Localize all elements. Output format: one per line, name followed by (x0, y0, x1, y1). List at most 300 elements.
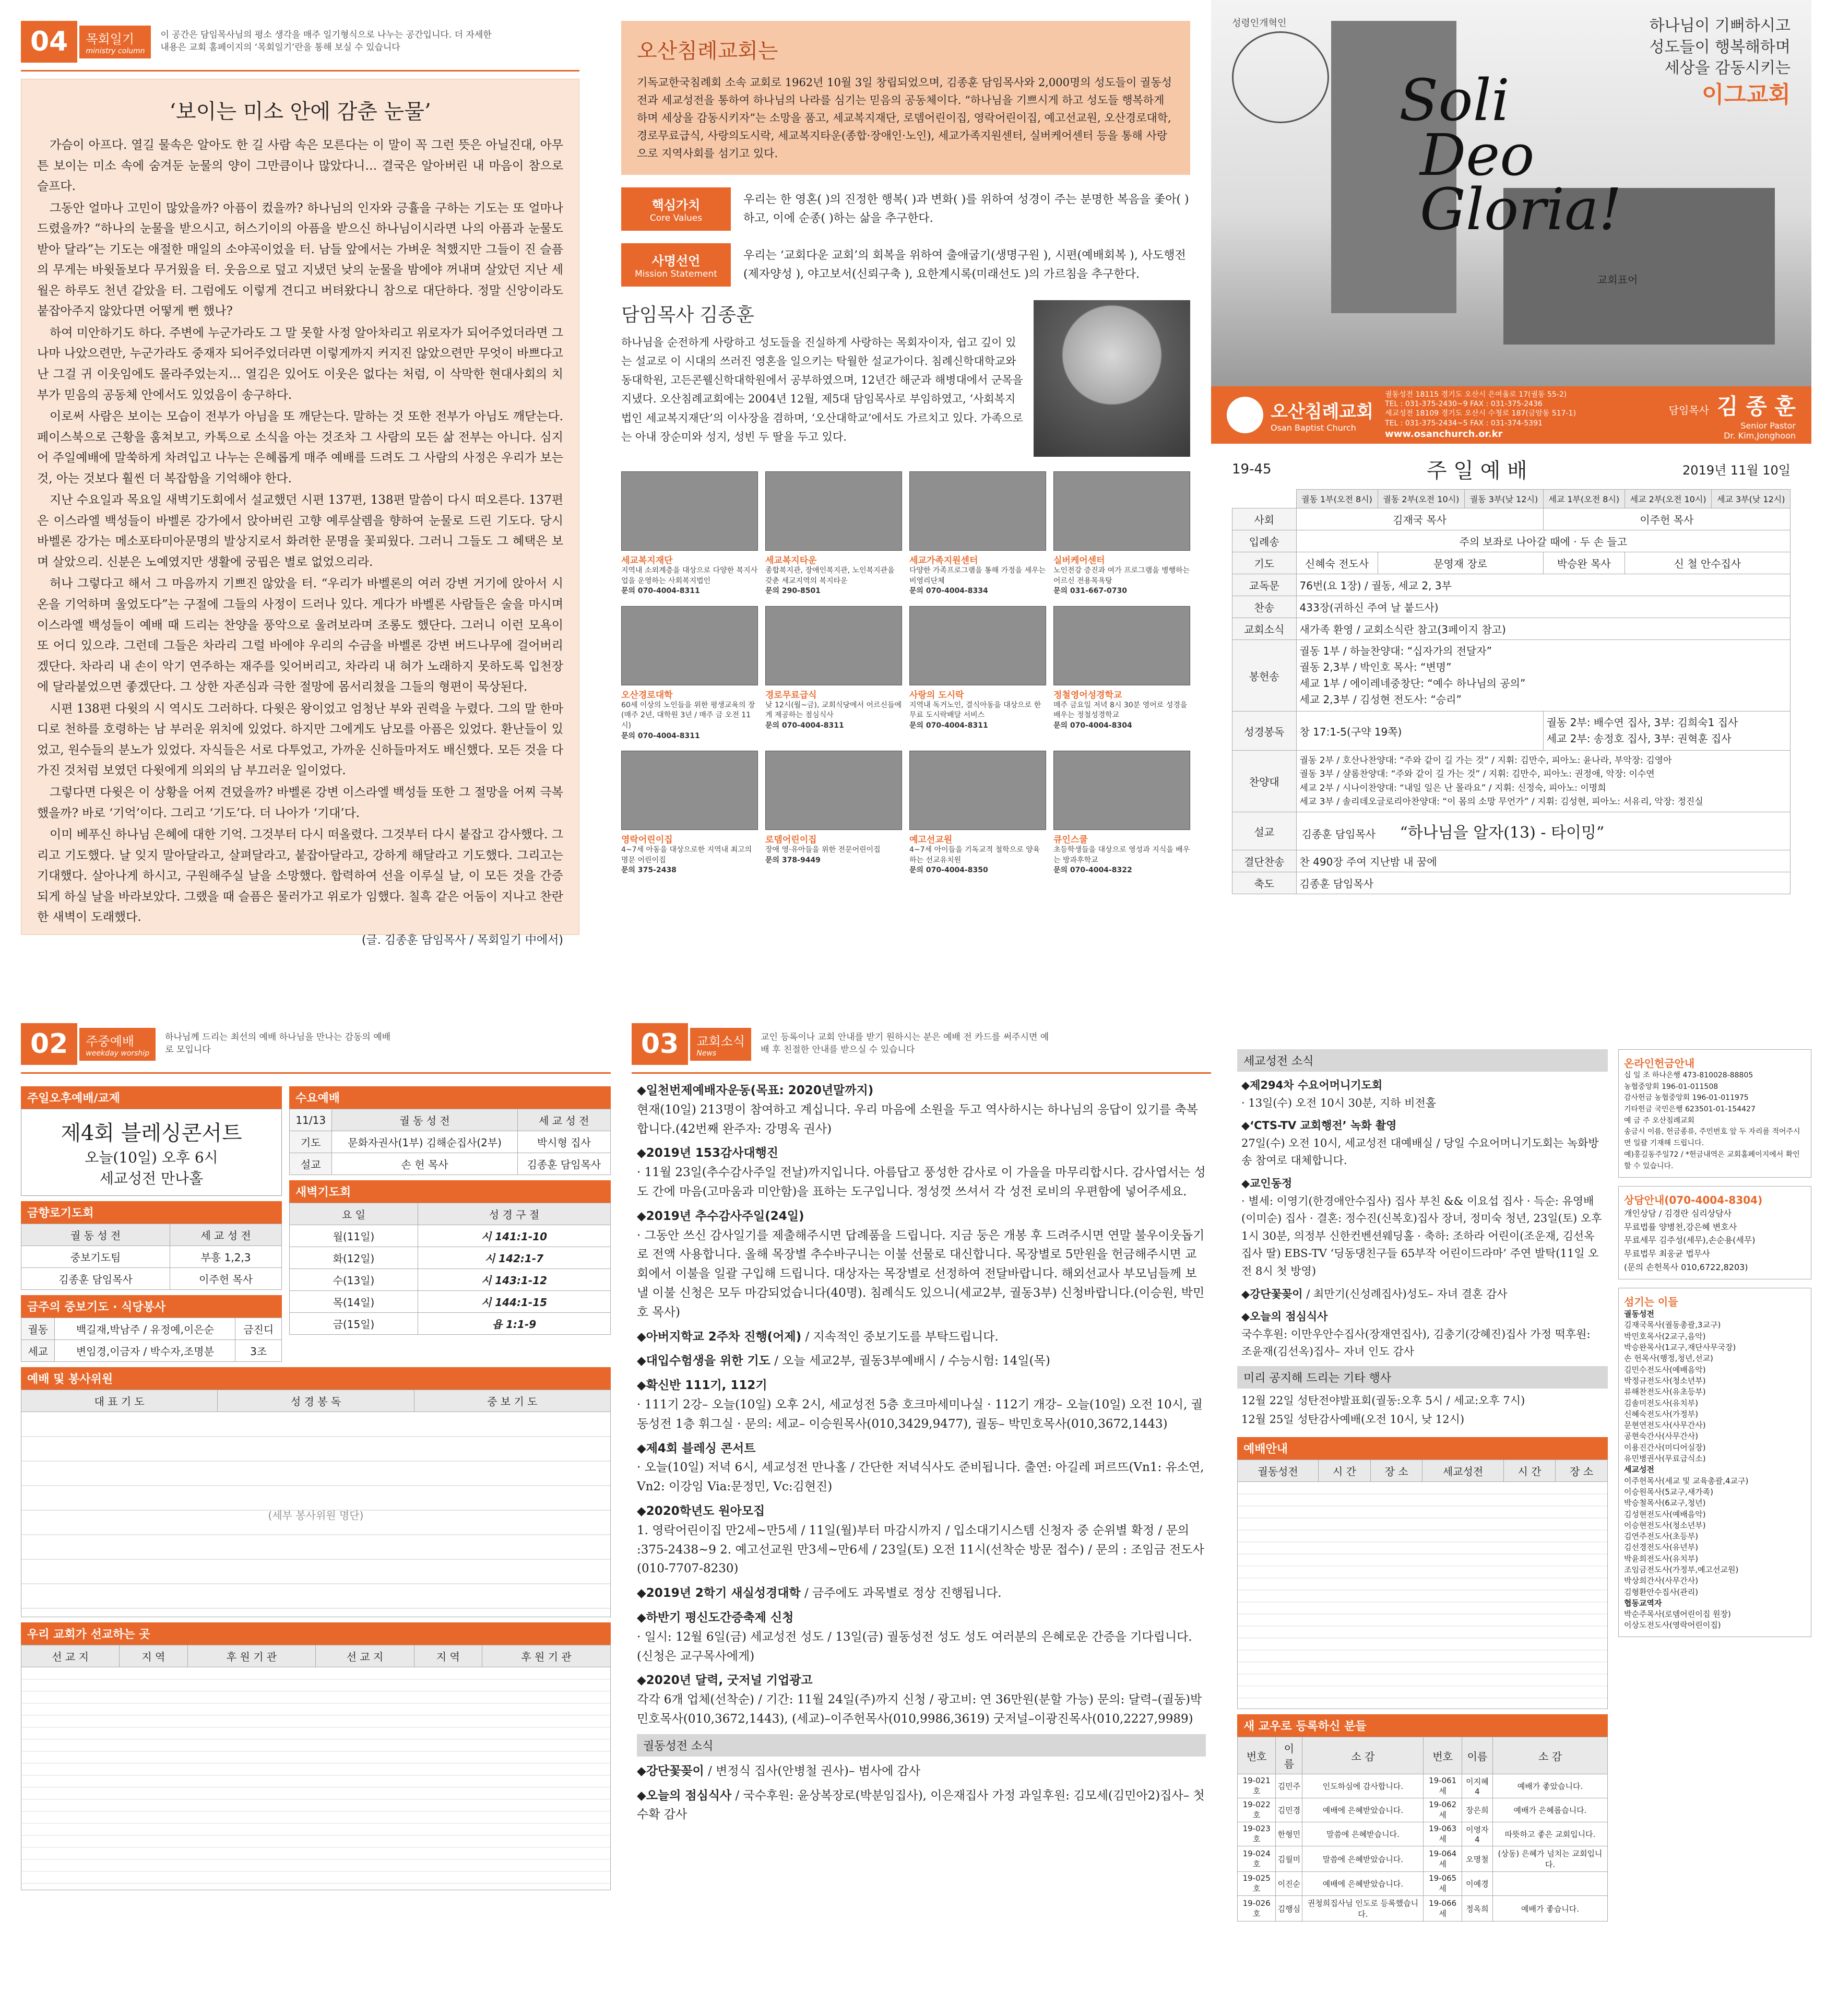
section-description: 교인 등록이나 교회 안내를 받기 원하시는 분은 예배 전 카드를 써주시면 예배 후 친절한 안내를 받으실 수 있습니다 (761, 1032, 1049, 1055)
staff-line: 김형환안수집사(관리) (1624, 1587, 1699, 1597)
news-item (637, 1207, 1206, 1322)
cell: 창 17:1-5(구약 19쪽) (1296, 711, 1543, 751)
col-head: 장 소 (1556, 1460, 1608, 1482)
col-head: 소 감 (1302, 1737, 1424, 1774)
info-line: 십 일 조 하나은행 473-810028-88805 (1624, 1071, 1753, 1080)
ministry-tel: 문의 070-4004-8311 (765, 721, 844, 730)
table-row (1232, 596, 1791, 618)
cell: 궐동 (21, 1318, 55, 1340)
paragraph: 이로써 사람은 보이는 모습이 전부가 아님을 또 깨닫는다. 말하는 것 또한 전부가 아님도 깨닫는다. 페이스북으로 근황을 훔쳐보고, 카톡으로 소식을 아는 것조차 그 사람의 모든 삶 전부는 아니다. 심지어 주일예배에 말쑥하게 차려입고 나누는 은혜롭게 매주 예배를 드려도 그 사람의 사정은 우리가 보는 것, 아는 것보다 훨씬 더 복잡함을 기억해야 한다. (37, 410, 563, 485)
ministry-desc: 다양한 가족프로그램을 통해 가정을 세우는 비영리단체 (909, 566, 1046, 585)
divider (21, 70, 579, 72)
section-label-en: ministry column (86, 46, 145, 55)
news-item (1241, 1077, 1604, 1112)
table-row (1232, 711, 1791, 751)
table-row (290, 1225, 611, 1247)
cell: 권청희집사님 인도로 등록했습니다. (1302, 1896, 1424, 1922)
ministry-tel: 문의 070-4004-8322 (1053, 866, 1132, 875)
cell-line: 세교 2부: 송정호 집사, 3부: 권혁훈 집사 (1546, 732, 1732, 745)
cell: 한형민 (1276, 1822, 1302, 1846)
slogan-brand: 이그교회 (1701, 81, 1791, 108)
cell: 이영자4 (1462, 1822, 1492, 1846)
cell-line: 궐동 3부 / 샬롬찬양대: “주와 같이 길 가는 것” / 지휘: 김만수, 피아노: 권정애, 악장: 이수연 (1299, 769, 1655, 780)
news-text: / 변정식 집사(안병철 권사)– 범사에 감사 (708, 1764, 921, 1778)
cell: 76번(요 1장) / 궐동, 세교 2, 3부 (1296, 574, 1791, 596)
intro-text: 기독교한국침례회 소속 교회로 1962년 10월 3일 창립되었으며, 김종훈 담임목사와 2,000명의 성도들이 궐동성전과 세교성전을 통하여 하나님의 나라를 심기는 믿음의 공동체이다. “하나님을 기쁘시게 하고 성도들 행복하게 하며 세상을 감동시키자”는 소망을 품고, 세교복지재단, 로뎀어린이집, 영락어린이집, 예고선교원, 오산경로대학, 경로무료급식, 사랑의도시락, 세교복지타운(종합·장애인·노인), 세교가족지원센터, 실버케어센터 등을 통해 사랑으로 지역사회를 섬기고 있다. (637, 76, 1172, 160)
mission-fields-title: 우리 교회가 선교하는 곳 (21, 1622, 611, 1645)
info-line: 예)홍길동주일72 / *헌금내역은 교회홈페이지에서 확인할 수 있습니다. (1624, 1150, 1800, 1170)
gwol-news-title: 궐동성전 소식 (637, 1734, 1206, 1757)
ministry-card (1053, 751, 1190, 876)
table-row (1232, 640, 1791, 711)
cell: 3조 (235, 1340, 282, 1362)
side-info-panel (1618, 1049, 1811, 2005)
concert-place: 세교성전 만나홀 (99, 1170, 204, 1187)
section-label-box (79, 1028, 156, 1061)
weekday-worship-panel (21, 1023, 611, 2005)
section-label-box (690, 1028, 751, 1061)
col-head: 이름 (1462, 1737, 1492, 1774)
website-link[interactable]: www.osanchurch.or.kr (1385, 428, 1503, 440)
ministry-name: 영락어린이집 (621, 835, 673, 846)
cell: 따뜻하고 좋은 교회입니다. (1492, 1822, 1607, 1846)
table-row (1232, 850, 1791, 872)
ministry-photo (1053, 606, 1190, 685)
cell: 시 141:1-10 (418, 1225, 610, 1247)
table-row (21, 1318, 282, 1340)
ministry-card (1053, 471, 1190, 597)
friday-title: 금향로기도회 (21, 1201, 282, 1224)
news-title: ◆제294차 수요어머니기도회 (1241, 1079, 1383, 1092)
staff-line: 박윤희전도사(유치부) (1624, 1553, 1699, 1563)
cell: 김종훈 담임목사 (517, 1153, 610, 1175)
mission-label (621, 243, 731, 287)
ministry-tel: 문의 031-667-0730 (1053, 587, 1127, 596)
ministry-name: 경로무료급식 (765, 690, 817, 701)
info-line: 예 금 주 오산침례교회 (1624, 1116, 1695, 1125)
news-title: ◆아버지학교 2주차 진행(어제) (637, 1330, 802, 1344)
col-head: 장 소 (1370, 1460, 1422, 1482)
news-text: · 일시: 12월 6일(금) 세교성전 성도 / 13일(금) 궐동성전 성도 성도 여러분의 은혜로운 간증을 기다립니다.(신청은 교구목사에게) (637, 1630, 1192, 1663)
staff-line: 협동교역자 (1624, 1598, 1662, 1608)
cell: 김행심 (1276, 1896, 1302, 1922)
ministry-tel: 문의 070-4004-8304 (1053, 721, 1132, 730)
ministry-card (909, 471, 1046, 597)
cell: 19-021호 (1238, 1774, 1276, 1798)
core-values-row (621, 187, 1190, 231)
cell (1492, 1872, 1607, 1896)
table-row (290, 1247, 611, 1269)
news-text: · 그동안 쓰신 감사일기를 제출해주시면 답례품을 드립니다. 지금 둥은 개봉 후 드려주시면 연말 불우이웃돕기로 전액 사용합니다. 올해 목장별 추수바구니는 이불 선물로 대신합니다. 목장별로 5만원을 헌금해주시면 교회에서 이불을 일괄 구입해 드립니다. 대상자는 목장별로 선정하여 전달바랍니다. 해외선교사 부모님들께 보낼 이불 신청은 모두 마감되었습니다(40명). 침례식도 있으니(세교2부, 궐동3부) 신청바랍니다.(이승원, 박민호 목사) (637, 1228, 1205, 1319)
pastor-name-en-1: Senior Pastor (1740, 421, 1796, 431)
ministry-name: 예고선교원 (909, 835, 953, 846)
concert-title: 제4회 블레싱콘서트 (61, 1121, 242, 1145)
core-values-title-en: Core Values (649, 213, 703, 224)
news-list (632, 1081, 1211, 1824)
col-head: 이름 (1276, 1737, 1302, 1774)
section-number: 04 (21, 21, 77, 63)
cell (1296, 812, 1791, 850)
table-row (1238, 1774, 1608, 1798)
counsel-title: 상담안내(070-4004-8304) (1624, 1194, 1763, 1207)
staff-line: 궐동성전 (1624, 1309, 1654, 1319)
cell: 박승완 목사 (1543, 552, 1625, 574)
table-row (21, 1412, 611, 1617)
ministry-photo (621, 606, 758, 685)
paragraph: 그렇다면 다윗은 이 상황을 어찌 견뎠을까? 바벨론 강변 이스라엘 백성들 또한 그 절망을 어찌 극복했을까? 바로 ‘기억’이다. 그리고 ‘기도’다. 더 나아가 ‘기대’다. (37, 785, 563, 820)
info-line: 무료법무 최웅균 법무사 (1624, 1248, 1710, 1259)
table-row (1232, 552, 1791, 574)
mission-title-en: Mission Statement (635, 269, 717, 280)
row-label: 봉헌송 (1232, 640, 1297, 711)
address-2: 세교성전 18109 경기도 오산시 수청로 187(금암동 517-1) (1385, 409, 1576, 418)
news-title: ◆오늘의 점심식사 (637, 1788, 732, 1802)
intro-heading: 오산침례교회는 (637, 39, 778, 63)
news-title: ◆2020년 달력, 굿저널 기업광고 (637, 1674, 813, 1688)
motto-line: Deo (1420, 121, 1535, 188)
col-head: 궐 동 성 전 (21, 1224, 170, 1246)
ministry-desc: 4~7세 아동을 대상으로한 지역내 최고의 명문 어린이집 (621, 846, 752, 864)
cell-line: 궐동 1부 / 하늘찬양대: “십자가의 전달자” (1299, 645, 1492, 657)
cell: 19-062세 (1424, 1798, 1462, 1822)
weekly-prayer-table (21, 1318, 282, 1362)
online-giving-box (1618, 1049, 1811, 1178)
row-label: 기도 (1232, 552, 1297, 574)
info-line: 감사헌금 농협중앙회 196-01-011975 (1624, 1094, 1749, 1102)
row-label: 성경봉독 (1232, 711, 1297, 751)
col-head: 세 교 성 전 (517, 1109, 610, 1131)
table-row (1238, 1798, 1608, 1822)
table-row (1238, 1846, 1608, 1872)
worship-title: 주 일 예 배 (1426, 459, 1527, 483)
cell: 정옥희 (1462, 1896, 1492, 1922)
staff-line: 박민호목사(2교구,음악) (1624, 1331, 1706, 1341)
section-label-box (79, 26, 151, 58)
news-item (637, 1439, 1206, 1497)
ministry-photo (909, 606, 1046, 685)
ministry-photo (909, 751, 1046, 830)
ministry-desc: 종합복지관, 장애인복지관, 노인복지관을 갖춘 세교지역의 복지타운 (765, 566, 895, 585)
info-line: 무료세무 김주성(세무),손순용(세무) (1624, 1235, 1756, 1246)
col-head: 성 경 구 절 (418, 1203, 610, 1225)
cell: 오명철 (1462, 1846, 1492, 1872)
new-members-title: 새 교우로 등록하신 분들 (1237, 1714, 1608, 1737)
table-row (21, 1340, 282, 1362)
new-members-table (1237, 1737, 1608, 1922)
row-label: 사회 (1232, 508, 1297, 530)
service-volunteers-title: 예배 및 봉사위원 (21, 1367, 611, 1390)
ministry-photo (621, 471, 758, 551)
col-head: 궐동 2부(오전 10시) (1378, 490, 1465, 508)
pastor-label: 담임목사 (1668, 404, 1709, 417)
cell: 부흥 1,2,3 (170, 1246, 282, 1268)
staff-lines (1624, 1309, 1806, 1631)
info-line: 무료법률 양병천,강은혜 변호사 (1624, 1222, 1737, 1232)
row-label: 찬송 (1232, 596, 1297, 618)
online-giving-lines (1624, 1070, 1806, 1172)
church-intro-panel (621, 21, 1190, 981)
cell-line: 궐동 2부: 배수연 집사, 3부: 김희숙1 집사 (1546, 716, 1738, 729)
staff-line: 박정규전도사(청소년부) (1624, 1375, 1706, 1385)
ministry-tel: 문의 070-4004-8350 (909, 866, 988, 875)
col-head: 세 교 성 전 (170, 1224, 282, 1246)
cell: 시 143:1-12 (418, 1269, 610, 1291)
cell: 문영재 장로 (1378, 552, 1543, 574)
paragraph: 가슴이 아프다. 열길 물속은 알아도 한 길 사람 속은 모른다는 이 말이 꼭 그런 뜻은 아닐진대, 아무튼 보이는 미소 속에 숨겨둔 눈물의 양이 그만큼이나 많았다니… 결국은 알아버린 내 마음이 참으로 슬프다. (37, 138, 563, 194)
church-logo-icon (1227, 397, 1263, 433)
ministry-name: 로뎀어린이집 (765, 835, 817, 846)
cell: 김민주 (1276, 1774, 1302, 1798)
worship-order-table (1232, 489, 1791, 894)
mission-title: 사명선언 (651, 254, 701, 269)
news-item (637, 1327, 1206, 1347)
news-text: · 111기 2강– 오늘(10일) 오후 2시, 세교성전 5층 호크마세미나실 · 112기 개강– 오늘(10일) 오전 10시, 궐동성전 1층 휘그실 · 문의: 세교– 이승원목사(010,3429,9477), 궐동– 박민호목사(010,3672,1443) (637, 1397, 1203, 1431)
cover-image (1211, 0, 1811, 386)
section-number: 02 (21, 1023, 77, 1065)
info-line: 송금시 이름, 헌금종류, 주민번호 앞 두 자리를 적어주시면 일괄 기재해 드립니다. (1624, 1128, 1800, 1148)
ministry-card (1053, 606, 1190, 741)
preacher: 김종훈 담임목사 (1301, 828, 1376, 841)
column-text (32, 135, 568, 928)
table-row (1232, 872, 1791, 894)
church-motto (1399, 67, 1622, 243)
info-line: 기타헌금 국민은행 623501-01-154427 (1624, 1105, 1756, 1114)
table-corner (1232, 490, 1297, 508)
news-text: · 13일(수) 오전 10시 30분, 지하 비전홀 (1241, 1096, 1437, 1109)
ministry-photo (1053, 751, 1190, 830)
tel-1: TEL : 031-375-2430~9 FAX : 031-375-2436 (1385, 400, 1543, 409)
row-label: 교독문 (1232, 574, 1297, 596)
cell: 이예경 (1462, 1872, 1492, 1896)
table-row (1232, 574, 1791, 596)
cell: 인도하심에 감사합니다. (1302, 1774, 1424, 1798)
news-title: ◆강단꽃꽂이 (1241, 1287, 1303, 1300)
cell: 19-065세 (1424, 1872, 1462, 1896)
cell: 중보기도팀 (21, 1246, 170, 1268)
staff-line: 유민병권사(무료급식소) (1624, 1454, 1706, 1464)
ministry-photo (1053, 471, 1190, 551)
tel-2: TEL : 031-375-2434~5 FAX : 031-374-5391 (1385, 419, 1543, 428)
ministry-tel: 문의 070-4004-8311 (621, 587, 700, 596)
table-row (1238, 1822, 1608, 1846)
worship-header (1232, 454, 1791, 484)
slogan (1650, 16, 1791, 110)
news-text: / 최만기(신성례집사)성도– 자녀 결혼 감사 (1306, 1287, 1508, 1300)
cell: 금진디 (235, 1318, 282, 1340)
slogan-line: 하나님이 기뻐하시고 (1649, 17, 1791, 35)
section-label-en: weekday worship (86, 1049, 150, 1058)
staff-line: 이용진간사(미디어실장) (1624, 1442, 1706, 1452)
cell (1296, 640, 1791, 711)
ministry-name: 세교복지타운 (765, 555, 817, 566)
col-head: 선 교 지 (316, 1645, 414, 1667)
cover-panel (1211, 0, 1811, 981)
table-row (1238, 1872, 1608, 1896)
divider (21, 1072, 611, 1074)
col-head: 궐동성전 (1238, 1460, 1319, 1482)
section-description: 이 공간은 담임목사님의 평소 생각을 매주 일기형식으로 나누는 공간입니다. 더 자세한 내용은 교회 홈페이지의 ‘목회일기’란을 통해 보실 수 있습니다 (160, 30, 492, 53)
cell: 변임경,이금자 / 박수자,조명분 (55, 1340, 235, 1362)
news-panel (632, 1023, 1211, 2005)
cell: 19-024호 (1238, 1846, 1276, 1872)
ministry-desc: 지역내 소외계층을 대상으로 다양한 복지사업을 운영하는 사회복지법인 (621, 566, 758, 585)
cell: 이지혜4 (1462, 1774, 1492, 1798)
news-text: · 별세: 이영기(한경애안수집사) 집사 부친 && 이요섭 집사 · 득순: 유영배(이미순) 집사 · 결혼: 정수진(신복호)집사 장녀, 정미숙 청년, 23일(토) 오후 1시 30분, 의정부 신한컨벤션웨딩홀 · 축하: 조하라 어린이(조운재, 김선옥 집사 딸) EBS-TV ‘딩동댕친구들 65부작 어린이드라마’ 주연 발탁(11일 오전 8시 첫 방영) (1241, 1194, 1602, 1277)
news-item (637, 1608, 1206, 1666)
cell: 시 144:1-15 (418, 1291, 610, 1313)
row-label: 설교 (1232, 812, 1297, 850)
table-row (290, 1131, 611, 1153)
section-header (21, 21, 579, 63)
info-line: 농협중앙회 196-01-011508 (1624, 1082, 1718, 1091)
info-line: (문의 손헌목사 010,6722,8203) (1624, 1262, 1748, 1272)
news-item (637, 1376, 1206, 1433)
table-row (1232, 508, 1791, 530)
staff-line: 신혜숙전도사(가정부) (1624, 1409, 1699, 1419)
cell: 장은희 (1462, 1798, 1492, 1822)
news-item (637, 1351, 1206, 1371)
news-title: ◆‘CTS-TV 교회행전’ 녹화 촬영 (1241, 1119, 1397, 1132)
staff-line: 공현숙간사(사무간사) (1624, 1431, 1699, 1441)
col-head: 세교성전 (1422, 1460, 1503, 1482)
cell: 이주헌 목사 (1543, 508, 1790, 530)
news-item (637, 1502, 1206, 1579)
cell-line: 세교 2부 / 시나이찬양대: “내일 일은 난 몰라요” / 지휘: 신정숙, 피아노: 이명희 (1299, 782, 1606, 793)
ministry-card (765, 471, 902, 597)
online-giving-title: 온라인헌금안내 (1624, 1057, 1695, 1070)
staff-title: 섬기는 이들 (1624, 1296, 1678, 1309)
ministry-name: 세교가족지원센터 (909, 555, 978, 566)
cell: 19-022호 (1238, 1798, 1276, 1822)
news-title: ◆교인동정 (1241, 1177, 1293, 1190)
motto-line: Soli (1399, 67, 1510, 134)
cell: 새가족 환영 / 교회소식란 참고(3페이지 참고) (1296, 618, 1791, 640)
ministry-card (621, 751, 758, 876)
table-row (1238, 1482, 1608, 1709)
pastor-block (1669, 389, 1796, 441)
ministry-desc: 4~7세 아이들을 기독교적 철학으로 양육하는 선교유치원 (909, 846, 1040, 864)
row-label: 교회소식 (1232, 618, 1297, 640)
staff-line: 류해찬전도사(유초등부) (1624, 1387, 1706, 1397)
cell: 주의 보좌로 나아갈 때에 · 두 손 들고 (1296, 530, 1791, 552)
news-title: ◆하반기 평신도간증축제 신청 (637, 1610, 794, 1624)
table-row (290, 1109, 611, 1131)
staff-line: 김재국목사(궐동총괄,3교구) (1624, 1320, 1721, 1330)
cell: 김종훈 담임목사 (21, 1268, 170, 1290)
cell: 19-023호 (1238, 1822, 1276, 1846)
ministry-desc: 낮 12시(월~금), 교회식당에서 어르신들에게 제공하는 점심식사 (765, 701, 902, 720)
counsel-box (1618, 1186, 1811, 1279)
mission-fields-table (21, 1645, 611, 1890)
table-row (1232, 812, 1791, 850)
dawn-table (289, 1203, 611, 1335)
cell-line: 세교 3부 / 솔리데오글로리아찬양대: “이 몸의 소망 무언가” / 지휘: 김성현, 피아노: 서유리, 악장: 정진실 (1299, 797, 1703, 808)
ministry-desc: 초등학생들을 대상으로 영성과 지식을 배우는 방과후학교 (1053, 846, 1190, 864)
news-title: ◆2019년 2학기 새실성경대학 (637, 1586, 801, 1600)
cell: 목(14일) (290, 1291, 418, 1313)
core-values-text: 우리는 한 영혼( )의 진정한 행복( )과 변화( )를 위하여 성경이 주는 분명한 복음을 좇아( )하고, 이에 순종( )하는 삶을 추구한다. (743, 193, 1189, 225)
concert-time: 오늘(10일) 오후 6시 (85, 1149, 218, 1166)
ministry-photo (765, 471, 902, 551)
news-title: ◆2019년 153감사대행진 (637, 1146, 779, 1160)
news-title: ◆2019년 추수감사주일(24일) (637, 1209, 804, 1223)
news-title: ◆강단꽃꽂이 (637, 1764, 704, 1778)
col-head: 요 일 (290, 1203, 418, 1225)
cell: 욥 1:1-9 (418, 1313, 610, 1335)
news-text: / 금주에도 과목별로 정상 진행됩니다. (804, 1586, 1002, 1600)
pastor-profile (621, 300, 1190, 457)
news-text: · 11월 23일(추수감사주일 전날)까지입니다. 아름답고 풍성한 감사로 이 가을을 마무리합시다. 감사엽서는 성도 간에 마음(고마움과 미안함)을 표하는 도구입니다. 정성껏 쓰셔서 각 성전 로비의 우편함에 넣어주세요. (637, 1166, 1206, 1199)
ministry-column-panel (21, 21, 579, 981)
cell: 19-064세 (1424, 1846, 1462, 1872)
worship-guide-title: 예배안내 (1237, 1437, 1608, 1460)
section-header (632, 1023, 1211, 1065)
cell: 19-061세 (1424, 1774, 1462, 1798)
cell: 19-063세 (1424, 1822, 1462, 1846)
news-title: ◆일천번제예배자운동(목표: 2020년말까지) (637, 1084, 874, 1097)
cell: 김민경 (1276, 1798, 1302, 1822)
ministry-name: 사랑의 도시락 (909, 690, 964, 701)
cell-line: 궐동 2,3부 / 박인호 목사: “변명” (1299, 661, 1452, 673)
ministry-name: 정철영어성경학교 (1053, 690, 1122, 701)
wednesday-title: 수요예배 (289, 1086, 611, 1109)
news-item (637, 1786, 1206, 1825)
sermon-title: “하나님을 알자(13) - 타이밍” (1400, 824, 1605, 843)
table-row (1232, 751, 1791, 812)
staff-line: 손 헌목사(행정,청년,선교) (1624, 1354, 1713, 1363)
row-label: 축도 (1232, 872, 1297, 894)
col-head: 번호 (1238, 1737, 1276, 1774)
paragraph: 그동안 얼마나 고민이 많았을까? 아픔이 컸을까? 하나님의 인자와 긍휼을 구하는 기도는 또 얼마나 드렸을까? “하나의 눈물을 받으시고, 허스기이의 아픔을 받으신 하나님이시라면 나의 아픔과 눈물도 받아 달라”는 기도는 애절한 매일의 소야곡이었을 터. 남들 앞에서는 가벼운 척했지만 그들이 진 슬픔의 무게는 바윗돌보다 무거웠을 터. 웃음으로 덮고 지냈던 낮의 눈물을 밤에야 꺼내며 살았던 지난 세월은 하루도 천년 같았을 터. 그럼에도 이렇게 견디고 버텨왔다니 참으로 대단하다. 정말 신앙이라도 붙잡아주지 않았다면 어떻게 뻔 했나? (37, 201, 563, 318)
cell (21, 1667, 611, 1890)
news-title: ◆2020학년도 원아모집 (637, 1504, 765, 1518)
paragraph: 하여 미안하기도 하다. 주변에 누군가라도 그 말 못할 사정 알아차리고 위로자가 되어주었더라면 그나마 나았으련만, 누군가라도 중재자 되어주었더라면 이렇게까지 커지진 않았으련만 무엇이 바쁘다고 난 그걸 귀 이웃임에도 몰라주었는지… 열김은 있어도 이웃은 없다는 처럼, 이 삭막한 현대사회의 치부가 믿음의 공동체 안에서도 있었음이 송구하다. (37, 326, 563, 402)
news-text: 27일(수) 오전 10시, 세교성전 대예배실 / 당일 수요어머니기도회는 녹화방송 참여로 대체합니다. (1241, 1136, 1599, 1167)
table-row (290, 1313, 611, 1335)
col-head: 세교 2부(오전 10시) (1625, 490, 1712, 508)
staff-line: 조임금전도사(가정부,예고선교원) (1624, 1564, 1739, 1574)
col-head: 대 표 기 도 (21, 1390, 218, 1412)
ministry-tel: 문의 290-8501 (765, 587, 821, 596)
table-row (21, 1390, 611, 1412)
cell: 433장(귀하신 주여 날 붙드사) (1296, 596, 1791, 618)
staff-line: 김성현전도사(예배음악) (1624, 1509, 1706, 1519)
news-text: 1. 영락어린이집 만2세~만5세 / 11일(월)부터 마감시까지 / 입소대기시스템 신청자 중 순위별 확정 / 문의 :375-2438~9 2. 예고선교원 만3세~만6세 / 23일(토) 오전 11시(선착순 방문 접수) / 문의 : 조임금 전도사(010-7707-8230) (637, 1523, 1204, 1576)
cell: (세부 봉사위원 명단) (21, 1412, 611, 1617)
table-header-row (1232, 490, 1791, 508)
cell: 화(12일) (290, 1247, 418, 1269)
section-label: 주중예배 (86, 1034, 135, 1049)
col-head: 궐동 3부(낮 12시) (1465, 490, 1544, 508)
cell: 예배가 좋았습니다. (1492, 1774, 1607, 1798)
event-line: 12월 22일 성탄전야발표회(궐동:오후 5시 / 세교:오후 7시) (1241, 1394, 1525, 1407)
cell: 찬 490장 주여 지난밤 내 꿈에 (1296, 850, 1791, 872)
ministry-desc: 지역내 독거노인, 결식아동을 대상으로 한 무료 도시락배달 서비스 (909, 701, 1041, 720)
staff-line: 이승현전도사(청소년부) (1624, 1520, 1706, 1530)
staff-line: 이주헌목사(세교 및 교육총괄,4교구) (1624, 1476, 1749, 1486)
news-title: ◆오늘의 점심식사 (1241, 1310, 1328, 1323)
worship-guide-table (1237, 1460, 1608, 1709)
col-head: 궐동 1부(오전 8시) (1296, 490, 1378, 508)
address-1: 궐동성전 18115 경기도 오산시 은여울로 17(궐동 55-2) (1385, 390, 1567, 399)
cell: 이주헌 목사 (170, 1268, 282, 1290)
cell: 신혜숙 전도사 (1296, 552, 1378, 574)
motto-line: Gloria! (1420, 176, 1622, 243)
ministry-name: 세교복지재단 (621, 555, 673, 566)
col-head: 궐 동 성 전 (332, 1109, 517, 1131)
news-text: · 오늘(10일) 저녁 6시, 세교성전 만나홀 / 간단한 저녁식사도 준비됩니다. 출연: 아길레 퍼르뜨(Vn1: 유소연, Vn2: 이강임 Via:문정민, Vc:김현진) (637, 1461, 1204, 1494)
table-row (290, 1153, 611, 1175)
